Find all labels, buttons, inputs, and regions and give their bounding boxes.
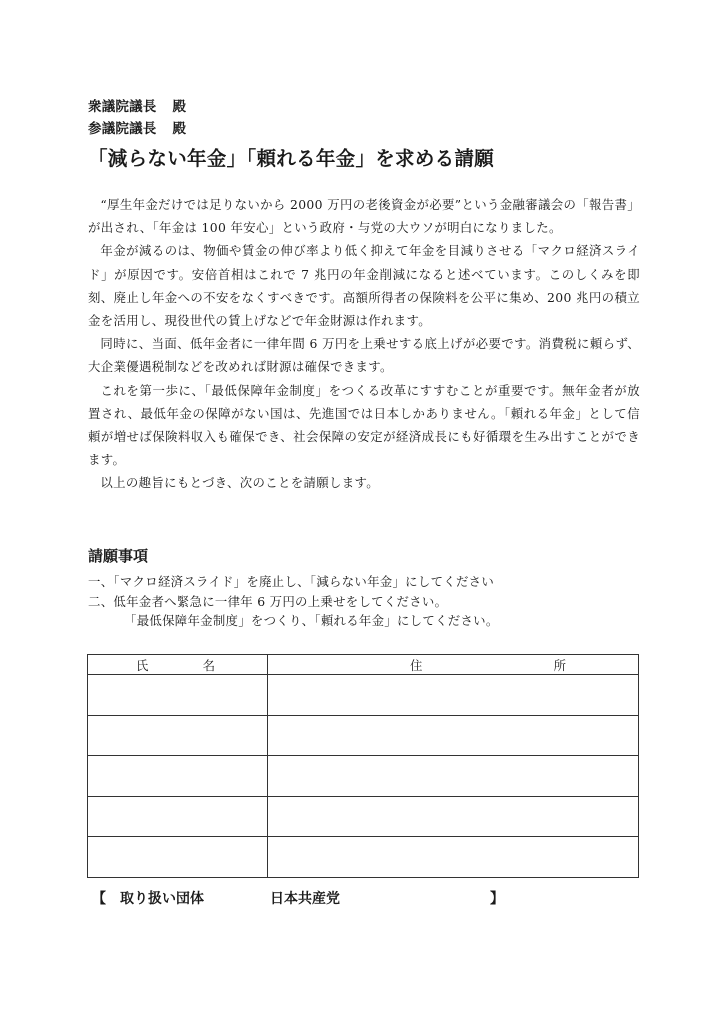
petition-body [88, 193, 640, 495]
request-item: 一、「マクロ経済スライド」を廃止し、「減らない年金」にしてください [88, 574, 495, 589]
requests-heading: 請願事項 [88, 547, 149, 565]
table-row [88, 837, 639, 878]
close-bracket: 】 [490, 891, 504, 907]
body-paragraph: これを第一歩に、「最低保障年金制度」をつくる改革にすすむことが重要です。無年金者が放置され、最低年金の保障がない国は、先進国では日本しかありません。「頼れる年金」として信頼が増せば保険料収入も確保でき、社会保障の安定が経済成長にも好循環を生み出すことができます。 [88, 382, 640, 468]
petition-title: 「減らない年金」「頼れる年金」を求める請願 [88, 147, 495, 170]
table-row [88, 675, 639, 716]
request-item: 二、低年金者へ緊急に一律年 6 万円の上乗せをしてください。 [88, 593, 448, 609]
addressee-house-of-representatives [88, 95, 186, 115]
signature-table [87, 654, 639, 878]
address-cell[interactable] [268, 756, 639, 797]
address-header-char: 住 [410, 657, 423, 673]
signature-table-header [88, 655, 639, 675]
address-header-char: 所 [553, 657, 566, 673]
address-cell[interactable] [268, 715, 639, 756]
name-header-char: 名 [202, 657, 215, 673]
body-paragraph: 年金が減るのは、物価や賃金の伸び率より低く抑えて年金を目減りさせる「マクロ経済スライド」が原因です。安倍首相はこれで 7 兆円の年金削減になると述べています。このしくみを即刻、廃止し年金への不安をなくすべきです。高額所得者の保険料を公平に集め、200 兆円の積立金を活用し、現役世代の賃上げなどで年金財源は作れます。 [88, 243, 640, 329]
name-cell[interactable] [88, 715, 268, 756]
body-paragraph: 同時に、当面、低年金者に一律年間 6 万円を上乗せする底上げが必要です。消費税に頼らず、大企業優遇税制などを改めれば財源は確保できます。 [88, 336, 640, 375]
table-row [88, 796, 639, 837]
table-row [88, 715, 639, 756]
addressee-house-of-councillors [88, 117, 186, 137]
request-item-continuation: 「最低保障年金制度」をつくり、「頼れる年金」にしてください。 [124, 613, 499, 628]
open-bracket: 【 [92, 891, 106, 907]
addressee-office: 衆議院議長 [88, 99, 157, 115]
addressee-honorific: 殿 [172, 99, 187, 115]
name-column-header [88, 655, 268, 675]
table-row [88, 756, 639, 797]
name-cell[interactable] [88, 837, 268, 878]
body-paragraph: 以上の趣旨にもとづき、次のことを請願します。 [100, 475, 379, 491]
address-cell[interactable] [268, 675, 639, 716]
addressee-office: 参議院議長 [88, 121, 157, 137]
handling-organization-label: 取り扱い団体 [120, 891, 204, 907]
address-cell[interactable] [268, 796, 639, 837]
requests-list [88, 572, 499, 631]
address-column-header [268, 655, 639, 675]
addressee-honorific: 殿 [172, 121, 187, 137]
address-cell[interactable] [268, 837, 639, 878]
body-paragraph: “厚生年金だけでは足りないから 2000 万円の老後資金が必要”という金融審議会の「報告書」が出され、「年金は 100 年安心」という政府・与党の大ウソが明白になりました。 [88, 197, 640, 236]
name-cell[interactable] [88, 756, 268, 797]
name-cell[interactable] [88, 796, 268, 837]
name-header-char: 氏 [136, 657, 149, 673]
name-cell[interactable] [88, 675, 268, 716]
organization-name: 日本共産党 [270, 891, 340, 907]
